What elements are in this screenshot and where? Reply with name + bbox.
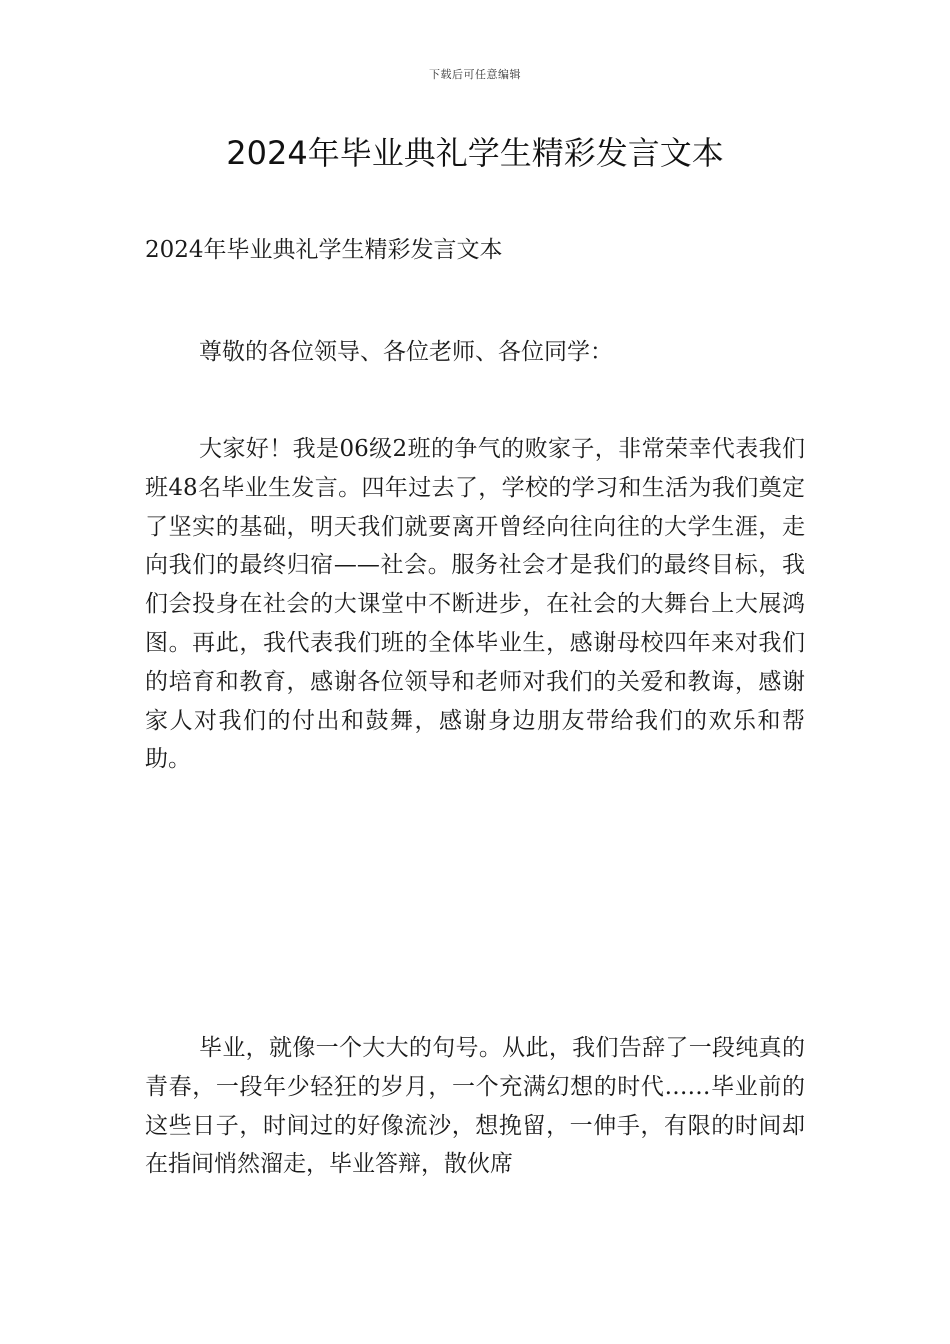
body-paragraph: 毕业，就像一个大大的句号。从此，我们告辞了一段纯真的青春，一段年少轻狂的岁月，一个充满幻想的时代……毕业前的这些日子，时间过的好像流沙，想挽留，一伸手，有限的时间却在指间悄然溜走，毕业答辩，散伙席 bbox=[145, 1035, 805, 1178]
header-note: 下载后可任意编辑 bbox=[429, 68, 521, 81]
body-paragraph: 大家好！我是06级2班的争气的败家子，非常荣幸代表我们班48名毕业生发言。四年过去了，学校的学习和生活为我们奠定了坚实的基础，明天我们就要离开曾经向往向往的大学生涯，走向我们的最终归宿——社会。服务社会才是我们的最终目标，我们会投身在社会的大课堂中不断进步，在社会的大舞台上大展鸿图。再此，我代表我们班的全体毕业生，感谢母校四年来对我们的培育和教育，感谢各位领导和老师对我们的关爱和教诲，感谢家人对我们的付出和鼓舞，感谢身边朋友带给我们的欢乐和帮助。 bbox=[145, 436, 805, 773]
document-subtitle: 2024年毕业典礼学生精彩发言文本 bbox=[145, 237, 503, 263]
greeting-line: 尊敬的各位领导、各位老师、各位同学： bbox=[199, 339, 614, 365]
document-title: 2024年毕业典礼学生精彩发言文本 bbox=[226, 134, 724, 172]
